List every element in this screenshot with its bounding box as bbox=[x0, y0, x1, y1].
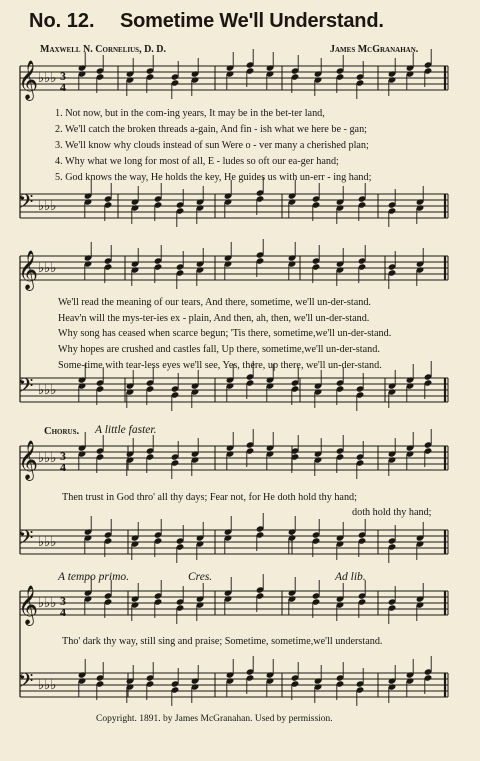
copyright-notice: Copyright. 1891. by James McGranahan. Used by permission. bbox=[96, 714, 333, 724]
key-signature-flats-icon: ♭♭♭ bbox=[38, 678, 57, 693]
bass-notes bbox=[78, 656, 433, 706]
ad-lib-marking: Ad lib. bbox=[335, 571, 366, 583]
key-signature-flats-icon: ♭♭♭ bbox=[38, 71, 57, 86]
chorus-lyric-1b: doth hold thy hand; bbox=[352, 507, 432, 518]
composer-credit: James McGranahan. bbox=[330, 44, 419, 55]
key-signature-flats-icon: ♭♭♭ bbox=[38, 261, 57, 276]
verse-5-line-b: Some-time with tear-less eyes we'll see, Yes, there, up there, we'll un-der-stand. bbox=[58, 360, 382, 371]
key-signature-flats-icon: ♭♭♭ bbox=[38, 535, 57, 550]
key-signature-flats-icon: ♭♭♭ bbox=[38, 383, 57, 398]
treble-clef-icon: 𝄞 bbox=[18, 250, 39, 290]
key-signature-flats-icon: ♭♭♭ bbox=[38, 451, 57, 466]
verse-1-line-a: 1. Not now, but in the com-ing years, It may be in the bet-ter land, bbox=[55, 108, 325, 119]
crescendo-marking: Cres. bbox=[188, 571, 213, 583]
time-signature-icon: 3 bbox=[60, 69, 66, 83]
verse-2-line-a: 2. We'll catch the broken threads a-gain, And fin - ish what we here be - gan; bbox=[55, 124, 368, 135]
time-signature-icon: 4 bbox=[60, 80, 66, 94]
treble-clef-icon: 𝄞 bbox=[18, 60, 39, 100]
treble-clef-icon: 𝄞 bbox=[18, 440, 39, 480]
music-system-3 bbox=[0, 440, 480, 570]
treble-notes bbox=[78, 49, 433, 99]
hymn-title: Sometime We'll Understand. bbox=[120, 10, 384, 32]
verse-4-line-b: Why hopes are crushed and castles fall, Up there, sometime,we'll un-der-stand. bbox=[58, 344, 380, 355]
bass-notes bbox=[84, 177, 425, 227]
chorus-label: Chorus. bbox=[44, 426, 80, 437]
chorus-lyric-1: Then trust in God thro' all thy days; Fear not, for He doth hold thy hand; bbox=[62, 492, 357, 503]
treble-staff-lines bbox=[20, 591, 448, 615]
key-signature-flats-icon: ♭♭♭ bbox=[38, 199, 57, 214]
tempo-primo-marking: A tempo primo. bbox=[58, 571, 130, 583]
time-signature-icon: 4 bbox=[60, 605, 66, 619]
verse-3-line-b: Why song has ceased when scarce begun; 'Tis there, sometime,we'll un-der-stand. bbox=[58, 328, 392, 339]
author-credit: Maxwell N. Cornelius, D. D. bbox=[40, 44, 167, 55]
verse-3-line-a: 3. We'll know why clouds instead of sun Were o - ver many a cherished plan; bbox=[55, 140, 369, 151]
bass-staff-lines bbox=[20, 194, 448, 218]
verse-5-line-a: 5. God knows the way, He holds the key, He guides us with un-err - ing hand; bbox=[55, 172, 372, 183]
bass-clef-icon: 𝄢 bbox=[18, 374, 34, 402]
bass-clef-icon: 𝄢 bbox=[18, 669, 34, 697]
treble-notes bbox=[84, 239, 425, 289]
music-system-4 bbox=[0, 585, 480, 710]
key-signature-flats-icon: ♭♭♭ bbox=[38, 596, 57, 611]
time-signature-icon: 3 bbox=[60, 594, 66, 608]
treble-staff-lines bbox=[20, 256, 448, 280]
treble-notes bbox=[78, 429, 433, 479]
verse-1-line-b: We'll read the meaning of our tears, And there, sometime, we'll un-der-stand. bbox=[58, 297, 371, 308]
time-signature-icon: 4 bbox=[60, 460, 66, 474]
bass-staff-lines bbox=[20, 530, 448, 554]
bass-clef-icon: 𝄢 bbox=[18, 526, 34, 554]
tempo-marking: A little faster. bbox=[95, 424, 157, 436]
bass-notes bbox=[84, 513, 425, 563]
chorus-lyric-2: Tho' dark thy way, still sing and praise; Sometime, sometime,we'll understand. bbox=[62, 636, 383, 647]
verse-2-line-b: Heav'n will the mys-ter-ies ex - plain, And then, ah, then, we'll un-der-stand. bbox=[58, 313, 370, 324]
time-signature-icon: 3 bbox=[60, 449, 66, 463]
bass-clef-icon: 𝄢 bbox=[18, 190, 34, 218]
treble-clef-icon: 𝄞 bbox=[18, 585, 39, 625]
verse-4-line-a: 4. Why what we long for most of all, E - ludes so oft our ea-ger hand; bbox=[55, 156, 339, 167]
hymn-number: No. 12. bbox=[29, 10, 95, 32]
treble-notes bbox=[84, 574, 425, 624]
